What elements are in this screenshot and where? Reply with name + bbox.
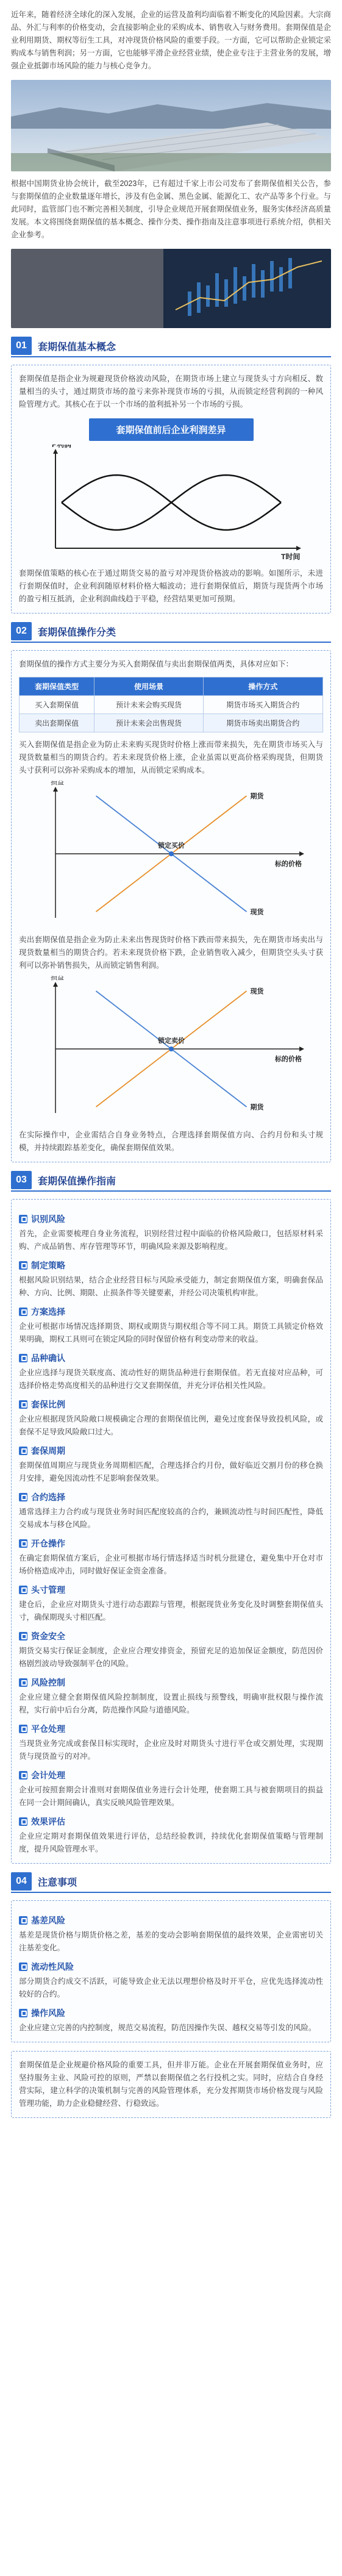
series-label: 期货 bbox=[250, 1104, 264, 1111]
table-header: 使用场景 bbox=[94, 678, 203, 696]
guide-item bbox=[19, 1961, 323, 2001]
y-axis-arrow bbox=[53, 449, 58, 454]
classify-box bbox=[11, 650, 331, 1162]
section-title: 套期保值操作分类 bbox=[38, 627, 116, 638]
section-title: 套期保值基本概念 bbox=[38, 342, 116, 352]
y-axis-label: 损益 bbox=[51, 781, 64, 786]
square-bullet-icon bbox=[19, 1261, 27, 1270]
item-title bbox=[19, 1584, 323, 1596]
item-title-text: 基差风险 bbox=[31, 1916, 65, 1925]
notes-box bbox=[11, 1900, 331, 2042]
section-number: 03 bbox=[11, 1171, 32, 1189]
guide-item bbox=[19, 1676, 323, 1717]
item-text: 企业应建立完善的内控制度，规范交易流程，防范因操作失误、越权交易等引发的风险。 bbox=[19, 2023, 316, 2032]
center-label: 锁定卖价 bbox=[158, 1037, 185, 1045]
item-text: 企业应根据现货风险敞口规模确定合理的套期保值比例，避免过度套保导致投机风险，或套保不足导致风险敞口过大。 bbox=[19, 1415, 323, 1436]
guide-item bbox=[19, 1769, 323, 1809]
square-bullet-icon bbox=[19, 2009, 27, 2017]
guide-item bbox=[19, 1306, 323, 1346]
item-title bbox=[19, 1306, 323, 1318]
item-title-text: 流动性风险 bbox=[31, 1962, 74, 1972]
square-bullet-icon bbox=[19, 1215, 27, 1223]
item-text: 企业应定期对套期保值效果进行评估，总结经验教训，持续优化套期保值策略与管理制度，提升风险管理水平。 bbox=[19, 1832, 323, 1853]
square-bullet-icon bbox=[19, 1916, 27, 1925]
guide-box bbox=[11, 1199, 331, 1864]
guide-item bbox=[19, 1398, 323, 1439]
table-row bbox=[20, 714, 323, 732]
item-title-text: 合约选择 bbox=[31, 1492, 65, 1502]
series-label: 现货 bbox=[250, 988, 264, 995]
item-title-text: 品种确认 bbox=[31, 1353, 65, 1363]
item-title bbox=[19, 1213, 323, 1225]
item-text: 在确定套期保值方案后，企业可根据市场行情选择适当时机分批建仓，避免集中开仓对市场价格造成冲击，同时做好保证金资金准备。 bbox=[19, 1554, 323, 1575]
conclusion-paragraph: 套期保值是企业规避价格风险的重要工具，但并非万能。企业在开展套期保值业务时，应坚持服务主业、风险可控的原则，严禁以套期保值之名行投机之实。同时，应结合自身经营实际，建立科学的决策机制与完善的风险管理体系，充分发挥期货市场价格发现与风险管理功能，助力企业稳健经营、行稳致远。 bbox=[19, 2061, 323, 2108]
profit-series-line bbox=[62, 475, 281, 530]
square-bullet-icon bbox=[19, 1632, 27, 1640]
item-title bbox=[19, 1259, 323, 1272]
table-cell: 期货市场卖出期货合约 bbox=[203, 714, 322, 732]
table-cell: 期货市场买入期货合约 bbox=[203, 696, 322, 714]
buy-hedge-chart bbox=[19, 781, 323, 930]
item-title-text: 识别风险 bbox=[31, 1214, 65, 1224]
guide-item bbox=[19, 1816, 323, 1856]
item-title bbox=[19, 2007, 323, 2019]
concept-box bbox=[11, 365, 331, 614]
item-title-text: 资金安全 bbox=[31, 1631, 65, 1641]
market-screen-photo bbox=[11, 249, 331, 328]
series-label: 现货 bbox=[250, 909, 264, 916]
factory-aerial-photo bbox=[11, 80, 331, 171]
guide-item bbox=[19, 1259, 323, 1300]
item-title-text: 会计处理 bbox=[31, 1770, 65, 1780]
item-title bbox=[19, 1961, 323, 1973]
item-title-text: 操作风险 bbox=[31, 2008, 65, 2018]
classify-paragraph-3: 卖出套期保值是指企业为防止未来出售现货时价格下跌而带来损失，先在期货市场卖出与现货数量相当的期货合约。若未来现货价格下跌，企业销售收入减少，但期货空头头寸获利可以弥补销售损失，从而锁定销售利润。 bbox=[19, 936, 323, 970]
item-title-text: 制定策略 bbox=[31, 1261, 65, 1270]
sell-hedge-chart bbox=[19, 976, 323, 1125]
item-title bbox=[19, 1723, 323, 1735]
item-text: 套期保值周期应与现货业务周期相匹配，合理选择合约月份，做好临近交割月份的移仓换月安排，避免因流动性不足影响套保效果。 bbox=[19, 1461, 323, 1483]
item-text: 通常选择主力合约或与现货业务时间匹配度较高的合约，兼顾流动性与时间匹配性，降低交易成本与移仓风险。 bbox=[19, 1508, 323, 1529]
table-cell: 预计未来会出售现货 bbox=[94, 714, 203, 732]
classify-paragraph-4: 在实际操作中，企业需结合自身业务特点，合理选择套期保值方向、合约月份和头寸规模，并持续跟踪基差变化，确保套期保值效果。 bbox=[19, 1131, 323, 1152]
table-cell: 预计未来会购买现货 bbox=[94, 696, 203, 714]
profit-chart bbox=[19, 445, 323, 564]
conclusion-box bbox=[11, 2051, 331, 2118]
item-title bbox=[19, 1491, 323, 1503]
guide-item bbox=[19, 1537, 323, 1578]
square-bullet-icon bbox=[19, 1493, 27, 1501]
concept-paragraph-2: 套期保值策略的核心在于通过期货交易的盈亏对冲现货价格波动的影响。如图所示，未进行套期保值时，企业利润随原材料价格大幅波动；进行套期保值后，期货与现货两个市场的盈亏相互抵消，企业利润曲线趋于平稳，经营结果更加可预期。 bbox=[19, 569, 323, 603]
item-title-text: 套保周期 bbox=[31, 1446, 65, 1456]
item-title-text: 头寸管理 bbox=[31, 1585, 65, 1595]
section-header-3 bbox=[11, 1170, 331, 1192]
table-header: 套期保值类型 bbox=[20, 678, 94, 696]
section-number: 02 bbox=[11, 622, 32, 640]
item-text: 企业应建立健全套期保值风险控制制度，设置止损线与预警线，明确审批权限与操作流程，实行前中后台分离，防范操作风险与道德风险。 bbox=[19, 1693, 323, 1714]
item-title-text: 套保比例 bbox=[31, 1400, 65, 1409]
center-label: 锁定买价 bbox=[158, 842, 185, 850]
guide-item bbox=[19, 1584, 323, 1624]
x-axis-arrow bbox=[299, 851, 304, 856]
section-header-1 bbox=[11, 335, 331, 357]
x-axis-arrow bbox=[299, 1046, 304, 1051]
item-text: 基差是现货价格与期货价格之差，基差的变动会影响套期保值的最终效果，企业需密切关注基差变化。 bbox=[19, 1931, 323, 1952]
item-title-text: 风险控制 bbox=[31, 1678, 65, 1687]
item-title bbox=[19, 1352, 323, 1364]
guide-item bbox=[19, 1445, 323, 1485]
square-bullet-icon bbox=[19, 1586, 27, 1594]
chart-banner: 套期保值前后企业利润差异 bbox=[89, 418, 254, 441]
section-number: 04 bbox=[11, 1872, 32, 1891]
item-title-text: 开仓操作 bbox=[31, 1539, 65, 1548]
guide-item bbox=[19, 1723, 323, 1763]
item-text: 企业应选择与现货关联度高、流动性好的期货品种进行套期保值。若无直接对应品种，可选择价格走势高度相关的品种进行交叉套期保值，并充分评估相关性风险。 bbox=[19, 1368, 323, 1390]
guide-item bbox=[19, 2007, 323, 2034]
item-title bbox=[19, 1537, 323, 1550]
series-label: 期货 bbox=[250, 793, 264, 800]
y-axis-arrow bbox=[53, 982, 58, 987]
item-title bbox=[19, 1398, 323, 1411]
table-cell: 卖出套期保值 bbox=[20, 714, 94, 732]
item-title-text: 平仓处理 bbox=[31, 1724, 65, 1734]
section-title: 注意事项 bbox=[38, 1877, 77, 1888]
concept-paragraph-1: 套期保值是指企业为规避现货价格波动风险，在期货市场上建立与现货头寸方向相反、数量相当的头寸，通过期货市场的盈亏来弥补现货市场的亏损，从而锁定经营利润的一种风险管理方式。其核心在于以一个市场的盈利抵补另一个市场的亏损。 bbox=[19, 374, 323, 409]
item-title bbox=[19, 1630, 323, 1642]
guide-item bbox=[19, 1352, 323, 1392]
square-bullet-icon bbox=[19, 1539, 27, 1548]
square-bullet-icon bbox=[19, 1725, 27, 1733]
item-title bbox=[19, 1769, 323, 1781]
y-axis-arrow bbox=[53, 787, 58, 792]
guide-item bbox=[19, 1491, 323, 1531]
item-title bbox=[19, 1816, 323, 1828]
item-title-text: 效果评估 bbox=[31, 1817, 65, 1826]
item-text: 根据风险识别结果，结合企业经营目标与风险承受能力，制定套期保值方案，明确套保品种、方向、比例、期限、止损条件等关键要素，并经公司决策机构审批。 bbox=[19, 1276, 323, 1297]
item-text: 企业可根据市场情况选择期货、期权或期货与期权组合等不同工具。期货工具锁定价格效果明确，期权工具则可在锁定风险的同时保留价格有利变动带来的收益。 bbox=[19, 1322, 323, 1343]
square-bullet-icon bbox=[19, 1354, 27, 1362]
classify-paragraph-2: 买入套期保值是指企业为防止未来购买现货时价格上涨而带来损失，先在期货市场买入与现货数量相当的期货合约。若未来现货价格上涨，企业虽需以更高价格采购现货，但期货头寸获利可以弥补采购成本的增加，从而锁定采购成本。 bbox=[19, 740, 323, 775]
section-title: 套期保值操作指南 bbox=[38, 1176, 116, 1187]
guide-item bbox=[19, 1213, 323, 1253]
section-number: 01 bbox=[11, 337, 32, 355]
item-text: 建仓后，企业应对期货头寸进行动态跟踪与管理，根据现货业务变化及时调整套期保值头寸，确保期现头寸相匹配。 bbox=[19, 1600, 323, 1622]
square-bullet-icon bbox=[19, 1962, 27, 1971]
item-text: 企业可按照套期会计准则对套期保值业务进行会计处理，使套期工具与被套期项目的损益在同一会计期间确认，真实反映风险管理效果。 bbox=[19, 1786, 323, 1807]
guide-item bbox=[19, 1630, 323, 1670]
item-title bbox=[19, 1445, 323, 1457]
square-bullet-icon bbox=[19, 1308, 27, 1316]
item-title bbox=[19, 1676, 323, 1689]
item-text: 部分期货合约成交不活跃，可能导致企业无法以理想价格及时开平仓，应优先选择流动性较好的合约。 bbox=[19, 1977, 323, 1998]
square-bullet-icon bbox=[19, 1817, 27, 1826]
center-point bbox=[169, 1046, 174, 1051]
section-header-4 bbox=[11, 1871, 331, 1893]
section-header-2 bbox=[11, 621, 331, 643]
y-axis-label: 损益 bbox=[51, 976, 64, 981]
x-axis-label: 标的价格 bbox=[275, 860, 302, 868]
hedge-type-table bbox=[19, 677, 323, 732]
item-text: 当现货业务完成或套保目标实现时，企业应及时对期货头寸进行平仓或交割处理，实现期货与现货盈亏的对冲。 bbox=[19, 1739, 323, 1761]
square-bullet-icon bbox=[19, 1400, 27, 1409]
table-cell: 买入套期保值 bbox=[20, 696, 94, 714]
table-row bbox=[20, 696, 323, 714]
item-text: 首先，企业需要梳理自身业务流程，识别经营过程中面临的价格风险敞口，包括原材料采购、产成品销售、库存管理等环节，明确风险来源及影响程度。 bbox=[19, 1229, 323, 1251]
x-axis-label: T时间 bbox=[281, 553, 301, 560]
x-axis-label: 标的价格 bbox=[275, 1056, 302, 1063]
item-title-text: 方案选择 bbox=[31, 1307, 65, 1317]
item-title bbox=[19, 1914, 323, 1927]
center-point bbox=[169, 851, 174, 856]
guide-item bbox=[19, 1914, 323, 1955]
y-axis-label: P利润 bbox=[52, 445, 72, 449]
intro-paragraph: 近年来，随着经济全球化的深入发展，企业的运营及盈利均面临着不断变化的风险因素。大宗商品、外汇与利率的价格变动，会直接影响企业的采购成本、销售收入与财务费用。套期保值是企业利用期货、期权等衍生工具，对冲现货价格风险的重要手段。一方面，它可以帮助企业锁定采购成本与销售利润；另一方面，它也能够平滑企业经营业绩，使企业专注于主营业务的发展，增强企业抵御市场风险的能力与核心竞争力。 bbox=[11, 10, 332, 70]
x-axis-arrow bbox=[296, 546, 301, 551]
square-bullet-icon bbox=[19, 1447, 27, 1455]
square-bullet-icon bbox=[19, 1771, 27, 1780]
classify-paragraph-1: 套期保值的操作方式主要分为买入套期保值与卖出套期保值两类，具体对应如下： bbox=[19, 660, 294, 668]
square-bullet-icon bbox=[19, 1678, 27, 1687]
item-text: 期货交易实行保证金制度，企业应合理安排资金，预留充足的追加保证金额度，防范因价格剧烈波动导致强制平仓的风险。 bbox=[19, 1647, 323, 1668]
table-header: 操作方式 bbox=[203, 678, 322, 696]
intro-paragraph-2: 根据中国期货业协会统计，截至2023年，已有超过千家上市公司发布了套期保值相关公告，参与套期保值的企业数量逐年增长，涉及有色金属、黑色金属、能源化工、农产品等多个行业。与此同时，监管部门也不断完善相关制度，引导企业规范开展套期保值业务，服务实体经济高质量发展。本文将围绕套期保值的基本概念、操作分类、操作指南及注意事项进行系统介绍，供相关企业参考。 bbox=[11, 179, 332, 239]
